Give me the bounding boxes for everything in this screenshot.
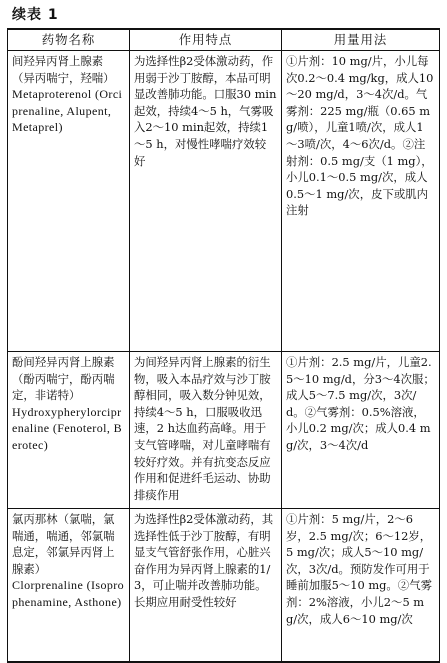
- table-header-row: [8, 29, 440, 51]
- drug-name-cn: 氯丙那林（氯喘，氯喘通，喘通，邻氯喘息定，邻氯异丙肾上腺素）: [12, 512, 115, 576]
- dosage-cell: ①片剂：2.5 mg/片，儿童2.5～10 mg/d，分3～4次服；成人5～7.5 mg/次，3次/d。②气雾剂：0.5%溶液，小儿0.2 mg/次；成人0.4 mg/次，3～4次/d: [282, 352, 440, 509]
- dosage-cell: ①片剂：10 mg/片，小儿每次0.2～0.4 mg/kg，成人10～20 mg/d，3～4次/d。气雾剂：225 mg/瓶（0.65 mg/喷），儿童1喷/次，成人1～3喷/次，4～6次/d。②注射剂：0.5 mg/支（1 mg），小儿0.1～0.5 mg/次，成人0.5～1 mg/次，皮下或肌内注射: [282, 51, 440, 352]
- table-row: [8, 352, 440, 509]
- drug-name-cn: 间羟异丙肾上腺素（异丙喘宁，羟喘）: [12, 54, 115, 85]
- drug-name-en: Hydroxypherylorciprenaline (Fenoterol, Berotec): [12, 404, 123, 452]
- action-cell: 为选择性β2受体激动药，其选择性低于沙丁胺醇，有明显支气管舒张作用，心脏兴奋作用为异丙肾上腺素的1/3，可止喘并改善肺功能。长期应用耐受性较好: [130, 509, 282, 663]
- drug-name-cell: [8, 352, 130, 509]
- drug-name-en: Clorprenaline (Isoprophenamine, Asthone): [12, 578, 125, 609]
- drug-name-cell: [8, 51, 130, 352]
- action-cell: 为选择性β2受体激动药，作用弱于沙丁胺醇，本品可明显改善肺功能。口服30 min起效，持续4～5 h，气雾吸入2～10 min起效，持续1～5 h，对慢性哮喘疗效较好: [130, 51, 282, 352]
- dosage-cell: ①片剂：5 mg/片，2～6岁，2.5 mg/次；6～12岁，5 mg/次；成人5～10 mg/次，3次/d。预防发作可用于睡前加服5～10 mg。②气雾剂：2%溶液，小儿2～5 mg/次，成人6～10 mg/次: [282, 509, 440, 663]
- header-dosage: 用量用法: [282, 29, 440, 51]
- table-row: [8, 51, 440, 352]
- table-row: [8, 509, 440, 663]
- drug-name-cn: 酚间羟异丙肾上腺素（酚丙喘宁，酚丙喘定，非诺特）: [12, 355, 115, 403]
- drug-dosage-table: [7, 28, 440, 663]
- header-action: 作用特点: [130, 29, 282, 51]
- action-cell: 为间羟异丙肾上腺素的衍生物，吸入本品疗效与沙丁胺醇相同，吸入数分钟见效，持续4～5 h，口服吸收迅速，2 h达血药高峰。用于支气管哮喘，对儿童哮喘有较好疗效。并有抗变态反应作用和促进纤毛运动、协助排痰作用: [130, 352, 282, 509]
- drug-name-en: Metaproterenol (Orciprenaline, Alupent, Metaprel): [12, 87, 123, 135]
- drug-name-cell: [8, 509, 130, 663]
- table-caption: 续表 1: [12, 7, 59, 23]
- header-drug-name: 药物名称: [8, 29, 130, 51]
